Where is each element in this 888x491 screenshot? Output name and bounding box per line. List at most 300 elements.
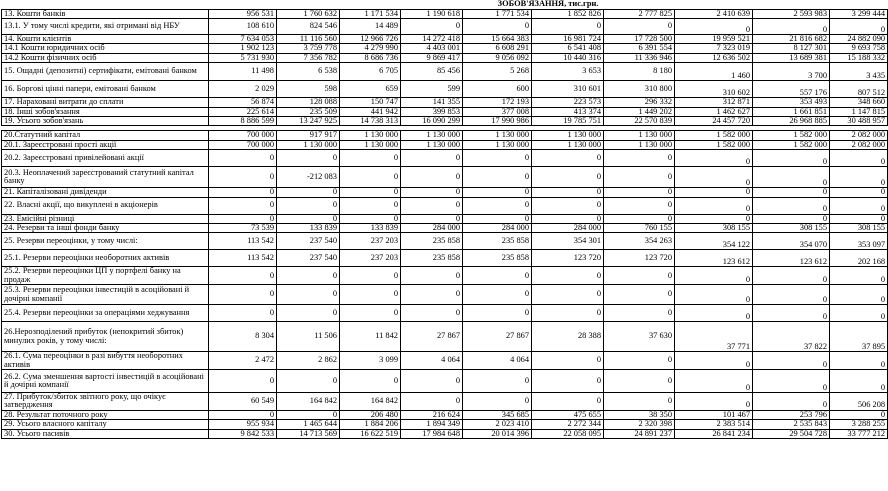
value-cell: 6 391 554 <box>604 44 675 53</box>
value-cell: 141 355 <box>401 98 463 107</box>
value-cell: 15 188 332 <box>830 53 888 62</box>
value-cell: 8 304 <box>209 322 277 352</box>
table-row <box>2 150 888 167</box>
value-cell: 235 509 <box>277 107 340 116</box>
value-cell: 0 <box>753 214 830 223</box>
value-cell: 700 000 <box>209 140 277 149</box>
row-label: 25.1. Резерви переоцінки необоротних активів <box>2 250 209 267</box>
value-cell: 164 842 <box>340 393 401 411</box>
value-cell: 7 323 019 <box>675 44 753 53</box>
value-cell: 6 608 291 <box>463 44 532 53</box>
value-cell: 14 489 <box>340 18 401 34</box>
value-cell: 0 <box>830 214 888 223</box>
value-cell: 956 531 <box>209 9 277 18</box>
row-label: 20.3. Неоплачений зареєстрований статутний капітал банку <box>2 167 209 188</box>
value-cell: 2 472 <box>209 352 277 370</box>
row-label: 24. Резерви та інші фонди банку <box>2 223 209 232</box>
value-cell: 0 <box>209 285 277 305</box>
value-cell: 11 498 <box>209 63 277 81</box>
row-label: 14. Кошти клієнтів <box>2 34 209 43</box>
value-cell: 0 <box>401 305 463 322</box>
value-cell: 955 934 <box>209 420 277 429</box>
value-cell: 2 320 398 <box>604 420 675 429</box>
value-cell: 1 760 632 <box>277 9 340 18</box>
value-cell: 1 465 644 <box>277 420 340 429</box>
value-cell: 5 731 930 <box>209 53 277 62</box>
value-cell: 0 <box>604 167 675 188</box>
value-cell: 2 023 410 <box>463 420 532 429</box>
value-cell: 113 542 <box>209 250 277 267</box>
table-row <box>2 322 888 352</box>
value-cell: 0 <box>532 370 604 393</box>
value-cell: 3 435 <box>830 63 888 81</box>
value-cell: 235 858 <box>463 250 532 267</box>
value-cell: 0 <box>675 188 753 197</box>
value-cell: 5 268 <box>463 63 532 81</box>
value-cell: 0 <box>532 267 604 285</box>
value-cell: 2 082 000 <box>830 140 888 149</box>
row-label: 20.1. Зареєстровані прості акції <box>2 140 209 149</box>
value-cell: 0 <box>604 285 675 305</box>
value-cell: 0 <box>463 267 532 285</box>
value-cell: 4 064 <box>463 352 532 370</box>
value-cell: 0 <box>604 352 675 370</box>
row-label: 20.Статутний капітал <box>2 131 209 140</box>
value-cell: 0 <box>209 150 277 167</box>
value-cell: 85 456 <box>401 63 463 81</box>
row-label: 13. Кошти банків <box>2 9 209 18</box>
value-cell: 0 <box>463 197 532 214</box>
value-cell: 9 693 758 <box>830 44 888 53</box>
value-cell: 1 462 627 <box>675 107 753 116</box>
value-cell: 9 869 417 <box>401 53 463 62</box>
value-cell: 3 700 <box>753 63 830 81</box>
value-cell: 377 008 <box>463 107 532 116</box>
value-cell: 24 882 090 <box>830 34 888 43</box>
value-cell: 0 <box>753 197 830 214</box>
value-cell: 7 634 053 <box>209 34 277 43</box>
value-cell: 123 612 <box>675 250 753 267</box>
value-cell: 13 689 381 <box>753 53 830 62</box>
value-cell: 14 713 569 <box>277 429 340 438</box>
value-cell: 0 <box>532 167 604 188</box>
value-cell: 101 467 <box>675 410 753 419</box>
value-cell: 0 <box>401 393 463 411</box>
row-label: 20.2. Зареєстровані привілейовані акції <box>2 150 209 167</box>
value-cell: 0 <box>209 167 277 188</box>
value-cell: 2 862 <box>277 352 340 370</box>
value-cell: 1 852 826 <box>532 9 604 18</box>
value-cell: 2 410 639 <box>675 9 753 18</box>
table-row <box>2 81 888 98</box>
value-cell: 0 <box>401 370 463 393</box>
row-label: 29. Усього власного капіталу <box>2 420 209 429</box>
row-label: 13.1. У тому числі кредити, які отримані від НБУ <box>2 18 209 34</box>
value-cell: 1 582 000 <box>675 131 753 140</box>
value-cell: 17 728 500 <box>604 34 675 43</box>
value-cell: 0 <box>532 305 604 322</box>
value-cell: 0 <box>340 167 401 188</box>
value-cell: 3 099 <box>340 352 401 370</box>
value-cell: 6 538 <box>277 63 340 81</box>
value-cell: 1 582 000 <box>675 140 753 149</box>
value-cell: 37 895 <box>830 322 888 352</box>
row-label: 26.2. Сума зменшення вартості інвестицій в асоційовані й дочірні компанії <box>2 370 209 393</box>
value-cell: 0 <box>830 285 888 305</box>
row-label: 22. Власні акції, що викуплені в акціонерів <box>2 197 209 214</box>
value-cell: 1 884 206 <box>340 420 401 429</box>
table-row <box>2 214 888 223</box>
value-cell: 0 <box>401 285 463 305</box>
table-row <box>2 410 888 419</box>
row-label: 30. Усього пасивів <box>2 429 209 438</box>
value-cell: 0 <box>675 150 753 167</box>
value-cell: 0 <box>209 188 277 197</box>
value-cell: 237 540 <box>277 233 340 250</box>
value-cell: 16 981 724 <box>532 34 604 43</box>
value-cell: 1 190 618 <box>401 9 463 18</box>
value-cell: 310 601 <box>532 81 604 98</box>
table-row <box>2 53 888 62</box>
value-cell: 296 332 <box>604 98 675 107</box>
value-cell: 0 <box>401 167 463 188</box>
value-cell: 21 816 682 <box>753 34 830 43</box>
value-cell: 150 747 <box>340 98 401 107</box>
value-cell: 0 <box>463 150 532 167</box>
value-cell: 308 155 <box>753 223 830 232</box>
value-cell: 24 457 720 <box>675 116 753 125</box>
value-cell: 8 127 301 <box>753 44 830 53</box>
value-cell: 441 942 <box>340 107 401 116</box>
value-cell: 0 <box>675 370 753 393</box>
value-cell: 0 <box>209 410 277 419</box>
value-cell: 348 660 <box>830 98 888 107</box>
value-cell: 27 867 <box>463 322 532 352</box>
value-cell: 16 622 519 <box>340 429 401 438</box>
value-cell: 15 664 383 <box>463 34 532 43</box>
value-cell: 1 147 815 <box>830 107 888 116</box>
value-cell: 1 130 000 <box>277 140 340 149</box>
value-cell: 0 <box>532 393 604 411</box>
value-cell: 202 168 <box>830 250 888 267</box>
row-label: 25. Резерви переоцінки, у тому числі: <box>2 233 209 250</box>
value-cell: 2 593 983 <box>753 9 830 18</box>
table-row <box>2 107 888 116</box>
value-cell: 27 867 <box>401 322 463 352</box>
value-cell: 0 <box>675 18 753 34</box>
value-cell: 0 <box>340 197 401 214</box>
value-cell: 13 247 925 <box>277 116 340 125</box>
value-cell: 2 272 344 <box>532 420 604 429</box>
value-cell: 0 <box>532 18 604 34</box>
value-cell: 19 959 521 <box>675 34 753 43</box>
value-cell: 0 <box>463 285 532 305</box>
value-cell: 0 <box>401 188 463 197</box>
row-label: 27. Прибуток/збиток звітного року, що очікує затвердження <box>2 393 209 411</box>
value-cell: 598 <box>277 81 340 98</box>
value-cell: 73 539 <box>209 223 277 232</box>
table-row <box>2 370 888 393</box>
value-cell: 0 <box>340 214 401 223</box>
value-cell: 0 <box>830 197 888 214</box>
row-label: 28. Результат поточного року <box>2 410 209 419</box>
value-cell: 1 171 534 <box>340 9 401 18</box>
value-cell: 284 000 <box>463 223 532 232</box>
value-cell: 8 686 736 <box>340 53 401 62</box>
value-cell: 0 <box>675 285 753 305</box>
value-cell: 235 858 <box>401 250 463 267</box>
value-cell: 0 <box>830 410 888 419</box>
table-row <box>2 305 888 322</box>
value-cell: 1 130 000 <box>340 140 401 149</box>
value-cell: 0 <box>277 285 340 305</box>
value-cell: 0 <box>675 167 753 188</box>
table-row <box>2 420 888 429</box>
row-label: 14.2 Кошти фізичних осіб <box>2 53 209 62</box>
value-cell: 0 <box>604 370 675 393</box>
row-label: 18. Інші зобов'язання <box>2 107 209 116</box>
value-cell: 312 871 <box>675 98 753 107</box>
value-cell: 1 894 349 <box>401 420 463 429</box>
table-row <box>2 167 888 188</box>
value-cell: 56 874 <box>209 98 277 107</box>
value-cell: 3 653 <box>532 63 604 81</box>
value-cell: 599 <box>401 81 463 98</box>
value-cell: 30 488 957 <box>830 116 888 125</box>
value-cell: 0 <box>209 267 277 285</box>
row-label: 19. Усього зобов'язань <box>2 116 209 125</box>
value-cell: 4 279 990 <box>340 44 401 53</box>
value-cell: 0 <box>753 370 830 393</box>
value-cell: 26 841 234 <box>675 429 753 438</box>
table-row <box>2 63 888 81</box>
value-cell: 10 440 316 <box>532 53 604 62</box>
value-cell: 2 029 <box>209 81 277 98</box>
value-cell: 2 777 825 <box>604 9 675 18</box>
value-cell: 0 <box>340 305 401 322</box>
table-row <box>2 250 888 267</box>
value-cell: 4 403 001 <box>401 44 463 53</box>
value-cell: 1 449 202 <box>604 107 675 116</box>
value-cell: 2 535 843 <box>753 420 830 429</box>
value-cell: 22 058 095 <box>532 429 604 438</box>
value-cell: 0 <box>753 188 830 197</box>
value-cell: 0 <box>753 285 830 305</box>
value-cell: 0 <box>401 18 463 34</box>
value-cell: 0 <box>340 188 401 197</box>
value-cell: 308 155 <box>675 223 753 232</box>
value-cell: 1 582 000 <box>753 131 830 140</box>
value-cell: 0 <box>532 352 604 370</box>
value-cell: 0 <box>401 267 463 285</box>
value-cell: 60 549 <box>209 393 277 411</box>
value-cell: 172 193 <box>463 98 532 107</box>
value-cell: 0 <box>463 214 532 223</box>
value-cell: 38 350 <box>604 410 675 419</box>
value-cell: 600 <box>463 81 532 98</box>
value-cell: 0 <box>830 267 888 285</box>
value-cell: 2 383 514 <box>675 420 753 429</box>
value-cell: 0 <box>463 370 532 393</box>
value-cell: 310 602 <box>675 81 753 98</box>
value-cell: 11 336 946 <box>604 53 675 62</box>
value-cell: 0 <box>675 305 753 322</box>
value-cell: 0 <box>209 214 277 223</box>
table-row <box>2 429 888 438</box>
value-cell: 0 <box>604 305 675 322</box>
table-row <box>2 9 888 18</box>
value-cell: 133 839 <box>277 223 340 232</box>
value-cell: 284 000 <box>532 223 604 232</box>
row-label: 26.Нерозподілений прибуток (непокритий збиток) минулих років, у тому числі: <box>2 322 209 352</box>
row-label: 21. Капіталізовані дивіденди <box>2 188 209 197</box>
row-label: 16. Боргові цінні папери, емітовані банком <box>2 81 209 98</box>
value-cell: 0 <box>753 352 830 370</box>
value-cell: 0 <box>604 214 675 223</box>
table-row <box>2 18 888 34</box>
table-row <box>2 197 888 214</box>
value-cell: 0 <box>830 167 888 188</box>
value-cell: 1 130 000 <box>604 131 675 140</box>
table-row <box>2 116 888 125</box>
value-cell: 8 180 <box>604 63 675 81</box>
value-cell: 0 <box>830 18 888 34</box>
value-cell: 0 <box>340 267 401 285</box>
value-cell: 235 858 <box>401 233 463 250</box>
value-cell: 0 <box>277 188 340 197</box>
table-row <box>2 34 888 43</box>
value-cell: 700 000 <box>209 131 277 140</box>
value-cell: 0 <box>830 305 888 322</box>
value-cell: 37 630 <box>604 322 675 352</box>
value-cell: 6 705 <box>340 63 401 81</box>
value-cell: 14 738 313 <box>340 116 401 125</box>
value-cell: 0 <box>675 352 753 370</box>
table-row <box>2 393 888 411</box>
value-cell: 0 <box>463 167 532 188</box>
value-cell: 7 356 782 <box>277 53 340 62</box>
value-cell: 216 624 <box>401 410 463 419</box>
value-cell: 223 573 <box>532 98 604 107</box>
value-cell: 26 968 885 <box>753 116 830 125</box>
value-cell: 0 <box>277 305 340 322</box>
value-cell: 0 <box>753 150 830 167</box>
value-cell: 917 917 <box>277 131 340 140</box>
value-cell: 1 771 534 <box>463 9 532 18</box>
value-cell: 123 720 <box>604 250 675 267</box>
value-cell: 0 <box>277 197 340 214</box>
value-cell: 24 891 237 <box>604 429 675 438</box>
value-cell: 557 176 <box>753 81 830 98</box>
value-cell: 1 130 000 <box>401 131 463 140</box>
value-cell: 3 759 778 <box>277 44 340 53</box>
value-cell: 0 <box>675 393 753 411</box>
value-cell: 37 771 <box>675 322 753 352</box>
value-cell: 1 130 000 <box>463 140 532 149</box>
value-cell: 0 <box>401 214 463 223</box>
value-cell: 0 <box>463 393 532 411</box>
value-cell: 0 <box>401 197 463 214</box>
table-title: ЗОБОВ'ЯЗАННЯ, тис.грн. <box>209 0 888 9</box>
row-label: 14.1 Кошти юридичних осіб <box>2 44 209 53</box>
value-cell: 354 122 <box>675 233 753 250</box>
value-cell: 1 582 000 <box>753 140 830 149</box>
value-cell: 12 966 726 <box>340 34 401 43</box>
value-cell: 0 <box>532 188 604 197</box>
table-row <box>2 285 888 305</box>
value-cell: 8 886 599 <box>209 116 277 125</box>
value-cell: 1 130 000 <box>532 140 604 149</box>
value-cell: 235 858 <box>463 233 532 250</box>
value-cell: 0 <box>753 393 830 411</box>
liabilities-table <box>1 0 888 439</box>
value-cell: 225 614 <box>209 107 277 116</box>
value-cell: 0 <box>532 150 604 167</box>
value-cell: 0 <box>340 285 401 305</box>
value-cell: 16 090 299 <box>401 116 463 125</box>
table-row <box>2 44 888 53</box>
value-cell: 0 <box>401 150 463 167</box>
value-cell: 1 130 000 <box>463 131 532 140</box>
value-cell: 123 612 <box>753 250 830 267</box>
value-cell: 345 685 <box>463 410 532 419</box>
value-cell: 0 <box>209 370 277 393</box>
value-cell: 14 272 418 <box>401 34 463 43</box>
value-cell: 0 <box>604 150 675 167</box>
row-label: 23. Емісійні різниці <box>2 214 209 223</box>
value-cell: 113 542 <box>209 233 277 250</box>
value-cell: 17 990 986 <box>463 116 532 125</box>
value-cell: 17 984 648 <box>401 429 463 438</box>
value-cell: 0 <box>753 167 830 188</box>
value-cell: 206 480 <box>340 410 401 419</box>
value-cell: 0 <box>532 214 604 223</box>
table-row <box>2 131 888 140</box>
table-row <box>2 223 888 232</box>
value-cell: 1 902 123 <box>209 44 277 53</box>
value-cell: 0 <box>604 197 675 214</box>
value-cell: 1 130 000 <box>532 131 604 140</box>
value-cell: 2 082 000 <box>830 131 888 140</box>
value-cell: 9 842 533 <box>209 429 277 438</box>
row-label: 17. Нараховані витрати до сплати <box>2 98 209 107</box>
value-cell: 1 661 851 <box>753 107 830 116</box>
value-cell: 506 208 <box>830 393 888 411</box>
value-cell: 0 <box>209 197 277 214</box>
value-cell: 0 <box>675 214 753 223</box>
value-cell: 237 203 <box>340 233 401 250</box>
value-cell: 659 <box>340 81 401 98</box>
value-cell: 807 512 <box>830 81 888 98</box>
value-cell: 6 541 408 <box>532 44 604 53</box>
value-cell: 824 546 <box>277 18 340 34</box>
value-cell: 354 301 <box>532 233 604 250</box>
value-cell: 0 <box>277 214 340 223</box>
value-cell: 399 853 <box>401 107 463 116</box>
value-cell: 0 <box>277 267 340 285</box>
table-row <box>2 140 888 149</box>
row-label: 26.1. Сума переоцінки в разі вибуття необоротних активів <box>2 352 209 370</box>
value-cell: 12 636 502 <box>675 53 753 62</box>
value-cell: 37 822 <box>753 322 830 352</box>
value-cell: 19 785 751 <box>532 116 604 125</box>
value-cell: 237 540 <box>277 250 340 267</box>
value-cell: 1 130 000 <box>604 140 675 149</box>
value-cell: 4 064 <box>401 352 463 370</box>
value-cell: 108 610 <box>209 18 277 34</box>
value-cell: 0 <box>604 188 675 197</box>
value-cell: 0 <box>463 305 532 322</box>
